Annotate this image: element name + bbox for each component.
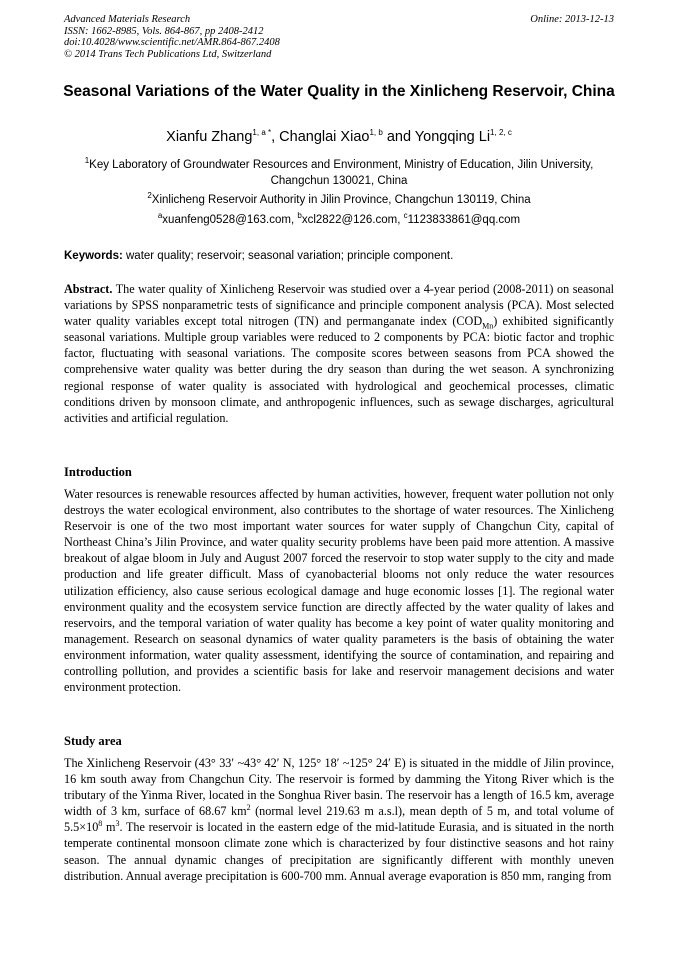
email-b-mark: b: [297, 211, 302, 221]
abstract-label: Abstract.: [64, 282, 113, 296]
paper-title: Seasonal Variations of the Water Quality in the Xinlicheng Reservoir, China: [63, 83, 615, 100]
affiliation-2-mark: 2: [147, 191, 152, 201]
email-c-mark: c: [403, 211, 408, 221]
author-2-mark: 1, b: [369, 128, 383, 138]
author-1-mark: 1, a *: [252, 128, 272, 138]
affiliation-1-text: Key Laboratory of Groundwater Resources and Environment, Ministry of Education, Jilin University, Changchun 130021, China: [89, 159, 594, 187]
issn-line: ISSN: 1662-8985, Vols. 864-867, pp 2408-2412: [64, 25, 264, 37]
doi-line: doi:10.4028/www.scientific.net/AMR.864-867.2408: [64, 37, 280, 48]
study-area-text-1: The Xinlicheng Reservoir (43° 33′ ~43° 42′ N, 125° 18′ ~125° 24′ E) is situated in the middle of Jilin province, 16 km south away from Changchun City. The reservoir is formed by damming the Yitong River which is the tributary of the Yinma River, located in the Songhua River basin. The reservoir has a length of 16.5 km, average width of 3 km, surface of 68.67 km: [64, 756, 614, 819]
author-3-mark: 1, 2, c: [490, 128, 512, 138]
email-a: xuanfeng0528@163.com,: [162, 214, 298, 226]
journal-header: [64, 14, 280, 60]
study-area-text: [64, 755, 614, 884]
email-a-mark: a: [157, 211, 163, 221]
affiliation-1: [60, 157, 618, 189]
introduction-heading: Introduction: [64, 465, 132, 479]
study-area-text-2: (normal level 219.63 m a.s.l), mean depth of 5 m, and total volume of 5.5×10: [64, 804, 614, 835]
affiliation-1-mark: 1: [84, 156, 90, 166]
email-line: [60, 212, 618, 228]
abstract-subscript: Mn: [482, 321, 494, 331]
journal-name: Advanced Materials Research: [64, 14, 191, 25]
keywords-text: water quality; reservoir; seasonal variation; principle component.: [122, 250, 454, 262]
author-1: Xianfu Zhang: [166, 129, 253, 145]
keywords: [64, 248, 614, 264]
introduction-text: Water resources is renewable resources affected by human activities, however, frequent water pollution not only destroys the water ecological environment, also contributes to the shortage of water resources. The Xinlicheng Reservoir is one of the two most important water sources for water supply of Changchun City, capital of Northeast China’s Jilin Province, and water quality security problems have been paid more attention. A massive breakout of algae bloom in July and August 2007 forced the reservoir to stop water supply to the city and made production and life greater difficult. Mass of cyanobacterial blooms not only reduce the water resources utilization efficiency, also cause serious ecological damage and huge economic losses [1]. The regional water environment quality and the ecosystem service function are directly affected by the water quality of lakes and reservoirs, and the temporal variation of water quality has become a key point of water quality monitoring and management. Research on seasonal dynamics of water quality parameters is the basis of obtaining the water environment information, water quality assessment, identifying the source of contamination, and repairing and controlling pollution, and provides a scientific basis for lake and reservoir management decisions and water environment protection.: [64, 487, 614, 695]
abstract-text-2: ) exhibited significantly seasonal variations. Multiple group variables were reduced to 2 components by PCA: biotic factor and trophic factor, fluctuating with seasonal variations. The composite scores between seasons from PCA showed the comprehensive water quality was better during the dry season than during the wet season. A synchronizing regional response of water quality is associated with hydrological and geochemical processes, climatic conditions driven by monsoon climate, and anthropogenic influences, such as sewage discharges, agricultural activities and artificial regulation.: [64, 314, 614, 425]
study-area-text-3: m: [102, 820, 116, 835]
study-area-text-4: . The reservoir is located in the eastern edge of the mid-latitude Eurasia, and is situated in the north temperate continental monsoon climate zone which is characterized by four distinctive seasons and hot rainy season. The annual dynamic changes of precipitation are significantly different with monthly uneven distribution. Annual average precipitation is 600-700 mm. Annual average evaporation is 850 mm, ranging from: [64, 820, 615, 883]
study-area-sup-2: 8: [98, 819, 103, 829]
online-date: Online: 2013-12-13: [530, 14, 614, 25]
abstract: [64, 281, 614, 426]
author-3: and Yongqing Li: [382, 129, 491, 145]
keywords-label: Keywords:: [64, 250, 123, 262]
copyright-line: © 2014 Trans Tech Publications Ltd, Switzerland: [64, 48, 272, 60]
affiliation-2: [60, 192, 618, 208]
email-b: xcl2822@126.com,: [301, 214, 404, 226]
study-area-sup-1: 2: [246, 803, 251, 813]
abstract-text-1: The water quality of Xinlicheng Reservoir was studied over a 4-year period (2008-2011) on seasonal variations by SPSS nonparametric tests of significance and principle component analysis (PCA). Most selected water quality variables except total nitrogen (TN) and permanganate index (COD: [64, 282, 614, 329]
email-c: 1123833861@qq.com: [407, 214, 521, 226]
affiliation-2-text: Xinlicheng Reservoir Authority in Jilin Province, Changchun 130119, China: [151, 194, 531, 206]
study-area-sup-3: 3: [115, 819, 120, 829]
study-area-heading: Study area: [64, 734, 122, 748]
author-list: [60, 128, 618, 146]
author-2: , Changlai Xiao: [271, 129, 370, 145]
